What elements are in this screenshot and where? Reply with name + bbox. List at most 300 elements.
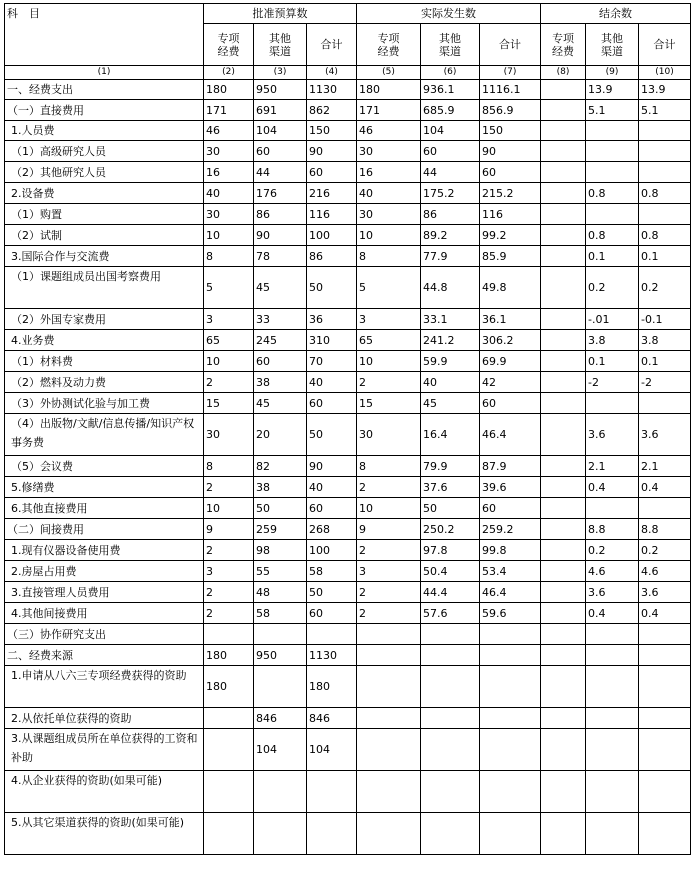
table-cell [639,393,691,414]
row-label: （三）协作研究支出 [5,624,204,645]
table-cell: 50 [254,498,307,519]
table-cell [480,771,541,813]
table-cell: 30 [357,141,421,162]
row-label: 3.直接管理人员费用 [5,582,204,603]
table-row [5,121,691,141]
table-row [5,393,691,414]
table-cell: 37.6 [421,477,480,498]
table-cell [541,456,586,477]
table-cell [541,540,586,561]
table-cell: 38 [254,477,307,498]
table-cell: 40 [307,372,357,393]
table-cell: 44.4 [421,582,480,603]
table-cell [307,624,357,645]
table-cell: 180 [307,666,357,708]
subcol-header-line: 其他 [269,31,291,45]
table-cell [639,121,691,141]
table-cell: 2 [204,582,254,603]
table-cell: 0.8 [586,225,639,246]
row-label: （5）会议费 [5,456,204,477]
table-cell [541,414,586,456]
table-cell: 60 [307,162,357,183]
table-cell: 60 [480,162,541,183]
table-cell: 90 [307,456,357,477]
table-cell: 3 [204,561,254,582]
table-cell [586,141,639,162]
table-cell [541,309,586,330]
table-cell: 241.2 [421,330,480,351]
table-cell: 685.9 [421,100,480,121]
table-cell [586,645,639,666]
table-row [5,624,691,645]
table-cell [357,813,421,855]
subcol-header [480,24,541,66]
table-row [5,372,691,393]
table-cell [480,729,541,771]
table-cell: 846 [307,708,357,729]
table-cell: 8 [204,456,254,477]
table-cell: 936.1 [421,80,480,100]
table-cell [541,204,586,225]
table-cell: 3 [204,309,254,330]
table-cell: 87.9 [480,456,541,477]
table-cell: 60 [480,498,541,519]
table-cell [307,813,357,855]
table-cell: 5.1 [639,100,691,121]
table-cell: 2 [357,372,421,393]
table-row [5,351,691,372]
table-cell: 40 [357,183,421,204]
row-label: （1）课题组成员出国考察费用 [5,267,204,309]
table-cell: 8.8 [586,519,639,540]
table-cell: 0.1 [639,246,691,267]
table-row [5,246,691,267]
table-row [5,771,691,813]
table-cell: 85.9 [480,246,541,267]
table-cell [541,624,586,645]
table-cell: 50.4 [421,561,480,582]
table-cell: 65 [357,330,421,351]
row-label: 3.从课题组成员所在单位获得的工资和补助 [5,729,204,771]
table-cell [541,582,586,603]
table-row [5,225,691,246]
table-cell: 104 [254,121,307,141]
table-cell: 104 [254,729,307,771]
table-cell: 10 [357,498,421,519]
subcol-header-line: 合计 [320,38,343,51]
table-cell: 46 [357,121,421,141]
table-cell [586,393,639,414]
table-cell: 2 [357,603,421,624]
table-cell [357,666,421,708]
table-cell: 40 [421,372,480,393]
table-row [5,204,691,225]
table-cell [639,498,691,519]
table-cell [541,813,586,855]
table-cell: 89.2 [421,225,480,246]
table-cell: 175.2 [421,183,480,204]
table-cell [204,813,254,855]
table-cell: 250.2 [421,519,480,540]
row-label: 1.申请从八六三专项经费获得的资助 [5,666,204,708]
table-cell: 0.2 [586,540,639,561]
table-row [5,603,691,624]
table-cell [541,162,586,183]
row-label: （2）试制 [5,225,204,246]
subcol-header [586,24,639,66]
table-cell: 4.6 [639,561,691,582]
table-cell: 16.4 [421,414,480,456]
table-cell [541,729,586,771]
table-row [5,729,691,771]
table-cell: 77.9 [421,246,480,267]
table-row [5,645,691,666]
subcol-header-line: 其他 [439,31,461,45]
table-cell: 2 [204,477,254,498]
table-row [5,100,691,121]
table-cell [541,393,586,414]
table-cell: 0.8 [586,183,639,204]
table-cell: 104 [421,121,480,141]
table-row [5,330,691,351]
table-cell: 10 [204,225,254,246]
row-label: （3）外协测试化验与加工费 [5,393,204,414]
table-row [5,477,691,498]
table-cell: 0.2 [639,267,691,309]
table-cell [586,666,639,708]
table-cell: 3 [357,561,421,582]
table-cell [480,813,541,855]
table-row [5,813,691,855]
table-cell: 30 [357,414,421,456]
subcol-header-line: 经费 [377,44,400,58]
table-row [5,162,691,183]
table-cell: 58 [307,561,357,582]
table-cell: 3.6 [639,414,691,456]
table-cell: 1130 [307,645,357,666]
row-label: 5.从其它渠道获得的资助(如果可能) [5,813,204,855]
subcol-header-line: 专项 [377,31,400,45]
table-cell: 44 [254,162,307,183]
table-cell: 49.8 [480,267,541,309]
table-cell: 3.8 [586,330,639,351]
table-cell: 40 [307,477,357,498]
table-row [5,183,691,204]
subject-header: 科 目 [5,4,204,66]
table-cell [586,121,639,141]
table-cell: 8 [357,456,421,477]
table-cell [254,666,307,708]
column-number: (1) [5,66,204,80]
table-cell [586,708,639,729]
table-cell: 60 [307,603,357,624]
row-label: （2）其他研究人员 [5,162,204,183]
subcol-header-line: 其他 [601,31,623,45]
table-cell: 245 [254,330,307,351]
table-cell: 0.1 [586,246,639,267]
table-cell: 45 [254,267,307,309]
row-label: 2.房屋占用费 [5,561,204,582]
table-cell: 46.4 [480,414,541,456]
table-cell [541,246,586,267]
table-cell [480,666,541,708]
table-cell: 0.4 [639,603,691,624]
subcol-header-line: 合计 [653,38,676,51]
table-cell: 40 [204,183,254,204]
table-cell: 46.4 [480,582,541,603]
table-cell: 4.6 [586,561,639,582]
table-cell: 60 [254,141,307,162]
table-cell: 55 [254,561,307,582]
table-cell: 1116.1 [480,80,541,100]
table-row [5,519,691,540]
table-cell: 0.8 [639,225,691,246]
table-cell: 33 [254,309,307,330]
table-cell: 3 [357,309,421,330]
table-cell: 79.9 [421,456,480,477]
table-cell: 259 [254,519,307,540]
table-cell [639,771,691,813]
table-cell [357,729,421,771]
table-cell: 100 [307,540,357,561]
table-cell: 13.9 [586,80,639,100]
table-cell [357,771,421,813]
table-cell [204,771,254,813]
table-cell: 60 [421,141,480,162]
table-cell: 44.8 [421,267,480,309]
table-cell [639,204,691,225]
table-cell: -2 [586,372,639,393]
row-label: 5.修缮费 [5,477,204,498]
column-number: (4) [307,66,357,80]
table-cell [421,645,480,666]
table-cell: 0.1 [639,351,691,372]
table-cell: 180 [204,666,254,708]
table-cell: 99.8 [480,540,541,561]
table-cell: 60 [480,393,541,414]
table-cell: 8 [357,246,421,267]
table-cell: 2 [204,540,254,561]
table-cell: 30 [204,414,254,456]
subcol-header-line: 渠道 [439,44,461,58]
table-cell: 116 [307,204,357,225]
table-cell: 9 [357,519,421,540]
table-cell: 2 [357,540,421,561]
subcol-header [357,24,421,66]
table-cell [541,80,586,100]
table-cell [586,498,639,519]
table-cell: 846 [254,708,307,729]
column-number: (9) [586,66,639,80]
column-number: (6) [421,66,480,80]
table-cell [639,813,691,855]
row-label: （1）材料费 [5,351,204,372]
table-cell: 306.2 [480,330,541,351]
table-cell: 97.8 [421,540,480,561]
group-header-actual: 实际发生数 [357,4,541,24]
table-cell: 2 [204,603,254,624]
table-cell [639,666,691,708]
table-cell: 150 [480,121,541,141]
table-cell: 862 [307,100,357,121]
table-cell: 86 [254,204,307,225]
table-cell [204,708,254,729]
subcol-header [421,24,480,66]
table-cell: 116 [480,204,541,225]
table-cell: 3.6 [586,582,639,603]
subcol-header-line: 渠道 [269,44,291,58]
group-header-approved: 批准预算数 [204,4,357,24]
table-cell [586,204,639,225]
table-cell [586,771,639,813]
row-label: 6.其他直接费用 [5,498,204,519]
table-row [5,80,691,100]
table-cell: 30 [204,141,254,162]
table-cell: 48 [254,582,307,603]
table-cell [254,771,307,813]
table-cell: 59.9 [421,351,480,372]
table-cell: 30 [357,204,421,225]
table-cell: 16 [357,162,421,183]
table-cell [357,645,421,666]
table-row [5,561,691,582]
table-cell: 0.2 [639,540,691,561]
table-cell: 856.9 [480,100,541,121]
table-cell [541,267,586,309]
table-cell: 2 [357,477,421,498]
table-cell: 13.9 [639,80,691,100]
column-number: (3) [254,66,307,80]
table-cell: 36 [307,309,357,330]
table-cell [307,771,357,813]
table-cell: 36.1 [480,309,541,330]
table-cell [541,561,586,582]
row-label: 2.从依托单位获得的资助 [5,708,204,729]
row-label: 一、经费支出 [5,80,204,100]
table-cell [586,729,639,771]
table-cell: 99.2 [480,225,541,246]
table-cell: 3.6 [586,414,639,456]
column-number: (2) [204,66,254,80]
table-cell: 3.6 [639,582,691,603]
subcol-header-line: 合计 [499,38,521,51]
table-cell [639,645,691,666]
table-cell: 45 [254,393,307,414]
row-label: 1.现有仪器设备使用费 [5,540,204,561]
table-cell: 39.6 [480,477,541,498]
table-cell: 180 [357,80,421,100]
table-cell: 171 [357,100,421,121]
row-label: 4.其他间接费用 [5,603,204,624]
table-cell [541,771,586,813]
table-cell: 0.4 [586,477,639,498]
table-cell: 98 [254,540,307,561]
table-cell: 15 [357,393,421,414]
table-cell: 104 [307,729,357,771]
table-cell [541,603,586,624]
table-cell: 20 [254,414,307,456]
table-cell: 1130 [307,80,357,100]
table-cell [541,498,586,519]
row-label: 3.国际合作与交流费 [5,246,204,267]
row-label: （2）外国专家费用 [5,309,204,330]
table-row [5,498,691,519]
table-cell: 58 [254,603,307,624]
subcol-header [204,24,254,66]
table-cell: 86 [307,246,357,267]
table-cell: 42 [480,372,541,393]
subcol-header [307,24,357,66]
subcol-header-line: 渠道 [601,44,623,58]
table-cell: 50 [307,267,357,309]
table-row [5,309,691,330]
table-cell: 10 [357,351,421,372]
table-cell [541,225,586,246]
table-cell: 2.1 [586,456,639,477]
subcol-header-line: 经费 [552,44,574,58]
table-row [5,540,691,561]
row-label: 4.业务费 [5,330,204,351]
table-cell [541,330,586,351]
column-number: (8) [541,66,586,80]
table-cell: 180 [204,80,254,100]
table-cell: 69.9 [480,351,541,372]
table-cell: 215.2 [480,183,541,204]
table-cell: 60 [307,393,357,414]
table-cell: 8.8 [639,519,691,540]
table-row [5,582,691,603]
table-cell: 60 [307,498,357,519]
table-cell: 70 [307,351,357,372]
row-label: （1）高级研究人员 [5,141,204,162]
table-row [5,141,691,162]
table-cell: 30 [204,204,254,225]
table-cell: 16 [204,162,254,183]
table-cell [541,519,586,540]
table-cell: 53.4 [480,561,541,582]
table-cell: 78 [254,246,307,267]
table-cell [586,813,639,855]
subcol-header-line: 经费 [217,44,240,58]
table-cell [639,162,691,183]
table-cell: 259.2 [480,519,541,540]
table-cell: 2 [204,372,254,393]
table-cell: 10 [204,498,254,519]
table-cell [541,351,586,372]
table-cell: 5 [357,267,421,309]
table-cell: 180 [204,645,254,666]
table-row [5,708,691,729]
table-cell: -.01 [586,309,639,330]
table-cell: 10 [357,225,421,246]
table-cell [357,708,421,729]
row-label: 4.从企业获得的资助(如果可能) [5,771,204,813]
table-cell [421,666,480,708]
table-cell: 691 [254,100,307,121]
table-cell [357,624,421,645]
table-cell: 150 [307,121,357,141]
table-cell: 950 [254,645,307,666]
table-cell: 2.1 [639,456,691,477]
table-row [5,666,691,708]
subcol-header-line: 专项 [217,31,240,45]
table-cell: 268 [307,519,357,540]
table-cell: 0.8 [639,183,691,204]
table-cell [421,813,480,855]
table-cell: 5.1 [586,100,639,121]
table-cell: 0.1 [586,351,639,372]
table-cell: 59.6 [480,603,541,624]
